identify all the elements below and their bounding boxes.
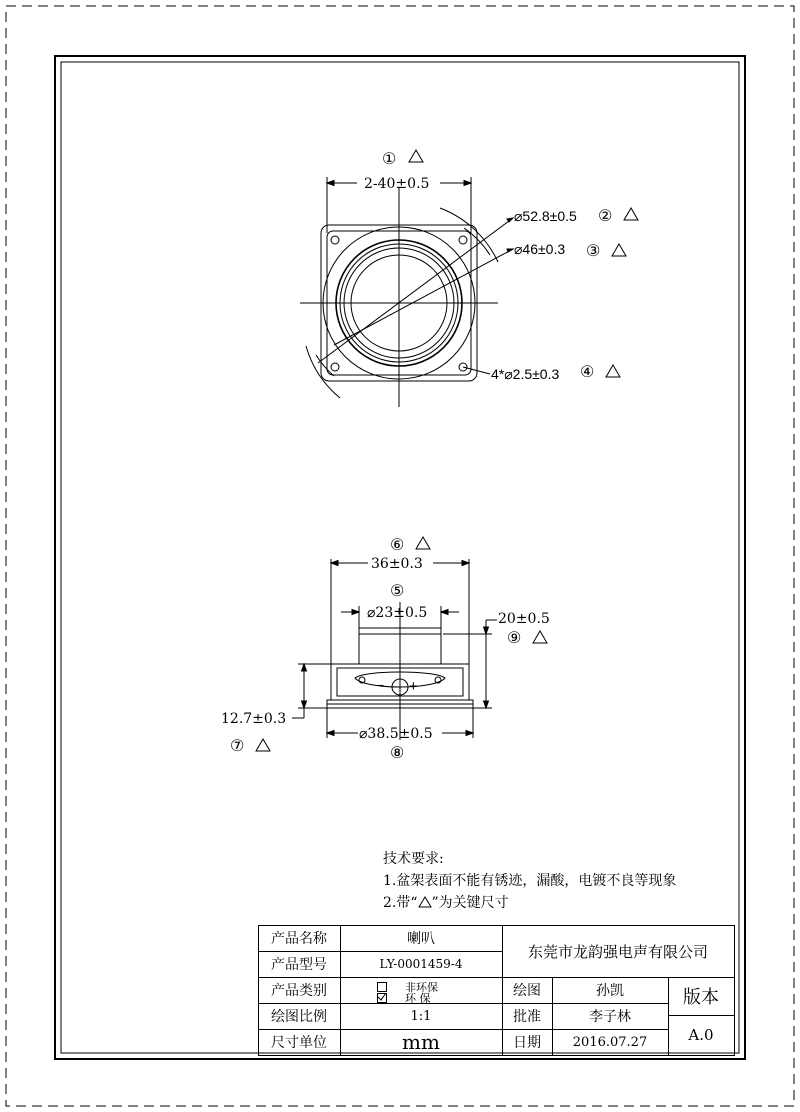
terminal-minus-label: − [376, 677, 385, 693]
unit-label: 尺寸单位 [271, 1035, 327, 1051]
triangle-icon [409, 150, 423, 162]
company-name: 东莞市龙韵强电声有限公司 [527, 942, 708, 961]
scale-label: 绘图比例 [271, 1009, 327, 1025]
date-value: 2016.07.27 [572, 1034, 648, 1050]
dim-base-num: ⑧ [390, 743, 405, 762]
dim-pitch-num: ① [382, 149, 397, 168]
dim-holes-num: ④ [580, 362, 595, 381]
triangle-icon [533, 631, 547, 643]
top-view [300, 177, 513, 407]
dim-inner-label: ⌀46±0.3 [514, 241, 566, 257]
checkbox-checked-icon[interactable] [377, 993, 387, 1003]
notes-line-1: 1.盆架表面不能有锈迹，漏酸，电镀不良等现象 [383, 873, 677, 889]
dim-height-num: ⑦ [230, 736, 245, 755]
notes-line-2-suffix: ”为关键尺寸 [431, 895, 509, 911]
top-view-labels [364, 149, 638, 382]
notes-title: 技术要求: [383, 851, 444, 867]
side-view-labels [221, 535, 550, 762]
title-block [258, 925, 735, 1055]
dim-holes-label: 4*⌀2.5±0.3 [491, 366, 560, 382]
drawn-by: 孙凯 [596, 983, 624, 999]
category-option-1-label: 非环保 [405, 981, 438, 994]
approved-label: 批准 [513, 1009, 541, 1025]
dim-width-label: 36±0.3 [371, 556, 423, 572]
approved-by: 李子林 [589, 1009, 631, 1025]
triangle-icon [416, 537, 430, 549]
unit-value: mm [402, 1030, 440, 1054]
notes-line-2 [383, 892, 676, 914]
dim-inner-num: ③ [586, 241, 601, 260]
notes-line-2-prefix: 2.带“ [383, 895, 418, 911]
product-name-label: 产品名称 [271, 931, 327, 947]
triangle-icon [612, 244, 626, 256]
scale-value: 1:1 [410, 1008, 432, 1024]
product-name-value: 喇叭 [407, 931, 435, 947]
triangle-icon [256, 739, 270, 751]
category-option-2-label: 环 保 [405, 992, 431, 1005]
version-label: 版本 [683, 987, 719, 1008]
triangle-icon [606, 365, 620, 377]
version-value: A.0 [688, 1026, 714, 1044]
date-label: 日期 [513, 1035, 541, 1051]
dim-base-label: ⌀38.5±0.5 [359, 726, 433, 742]
dim-width-num: ⑥ [390, 535, 405, 554]
triangle-icon [624, 208, 638, 220]
triangle-icon [418, 896, 432, 908]
product-category-options [340, 977, 502, 1003]
dim-height-total-num: ⑨ [507, 628, 522, 647]
dim-magnet-num: ⑤ [390, 581, 405, 600]
product-model-value: LY-0001459-4 [379, 957, 463, 971]
dim-magnet-label: ⌀23±0.5 [367, 605, 428, 621]
technical-notes [383, 848, 676, 914]
dim-height-total-label: 20±0.5 [498, 611, 550, 627]
dim-pitch-label: 2-40±0.5 [364, 176, 430, 192]
product-category-label: 产品类别 [271, 983, 327, 999]
dim-outer-label: ⌀52.8±0.5 [514, 208, 577, 224]
product-model-label: 产品型号 [271, 957, 327, 973]
dim-height-label: 12.7±0.3 [221, 711, 287, 727]
dim-outer-num: ② [598, 206, 613, 225]
drawn-label: 绘图 [513, 983, 541, 999]
terminal-plus-label: + [409, 678, 418, 695]
